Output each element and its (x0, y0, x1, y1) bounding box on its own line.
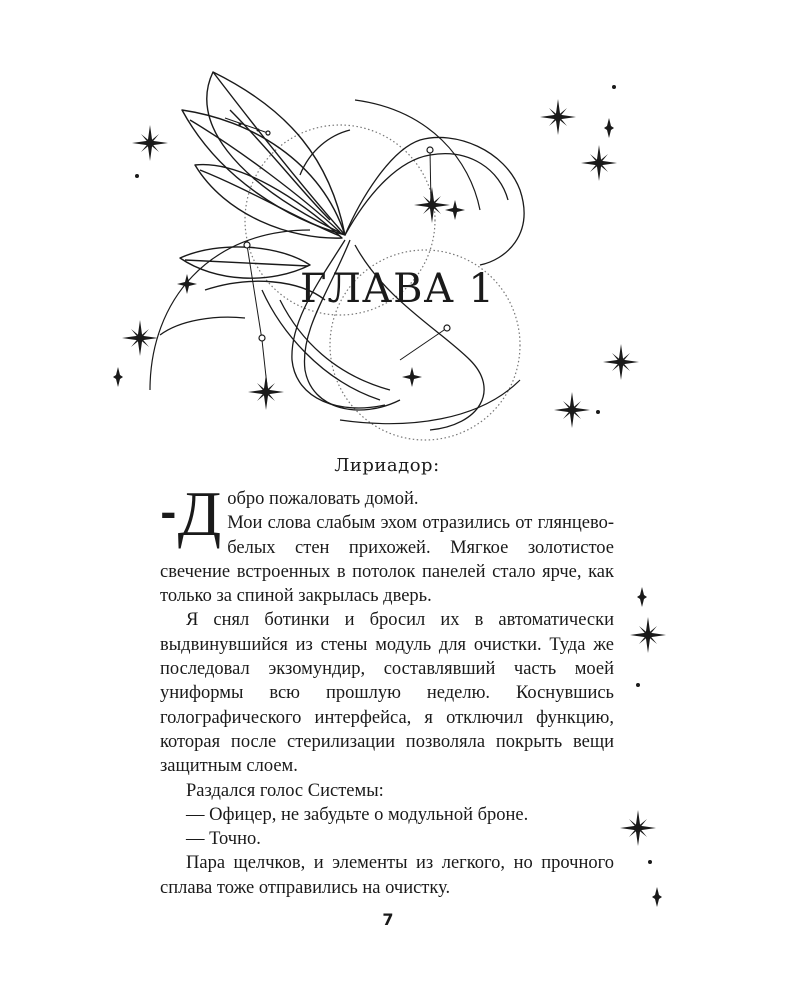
sparkle-icon (445, 200, 465, 220)
sparkle-icon (402, 367, 422, 387)
sparkle-icon (630, 617, 666, 653)
sparkle-icon (414, 187, 450, 223)
paragraph: — Офицер, не забудьте о модульной броне. (186, 804, 529, 825)
paragraph: Раздался голос Системы: (186, 780, 384, 801)
paragraph: Я снял ботинки и бросил их в автоматически выдвинувшийся из стены модуль для очистки. Туда же последовал экзомундир, составлявший часть моей униформы всю прошлую неделю. Коснувшись голографического интерфейса, я отключил функцию, которая после стерилизации позволяла покрыть вещи защитным слоем. (160, 610, 614, 777)
paragraph (160, 478, 614, 608)
sparkle-icon (540, 99, 576, 135)
paragraph-text: Мои слова слабым эхом отразились от глянцево-белых стен прихожей. Мягкое золотистое свечение встроенных в потолок панелей стало ярче, как только за спиной закрылась дверь. (160, 513, 614, 607)
sparkle-icon (604, 118, 614, 138)
sparkle-icon (132, 125, 168, 161)
narrator-heading: Лириадор: (334, 455, 440, 476)
drop-cap-group (160, 478, 222, 549)
sparkle-icon (581, 145, 617, 181)
sparkle-icon (652, 887, 662, 907)
sparkle-icon (554, 392, 590, 428)
paragraph-text: обро пожаловать домой. (227, 489, 419, 509)
paragraph: Пара щелчков, и элементы из легкого, но прочного сплава тоже отправились на очистку. (160, 853, 614, 898)
sparkle-icon (113, 367, 123, 387)
arc-lines (150, 100, 520, 424)
sparkle-icon (603, 344, 639, 380)
page-number: 7 (382, 910, 394, 929)
drop-cap-dash: - (160, 489, 177, 536)
chapter-title: ГЛАВА 1 (300, 266, 496, 312)
paragraph: — Точно. (186, 829, 261, 850)
sparkle-icon (248, 374, 284, 410)
drop-cap-letter: Д (177, 478, 222, 549)
sparkle-icon (637, 587, 647, 607)
sparkle-icon (620, 810, 656, 846)
sparkle-icon (122, 320, 158, 356)
body-text (160, 478, 614, 900)
